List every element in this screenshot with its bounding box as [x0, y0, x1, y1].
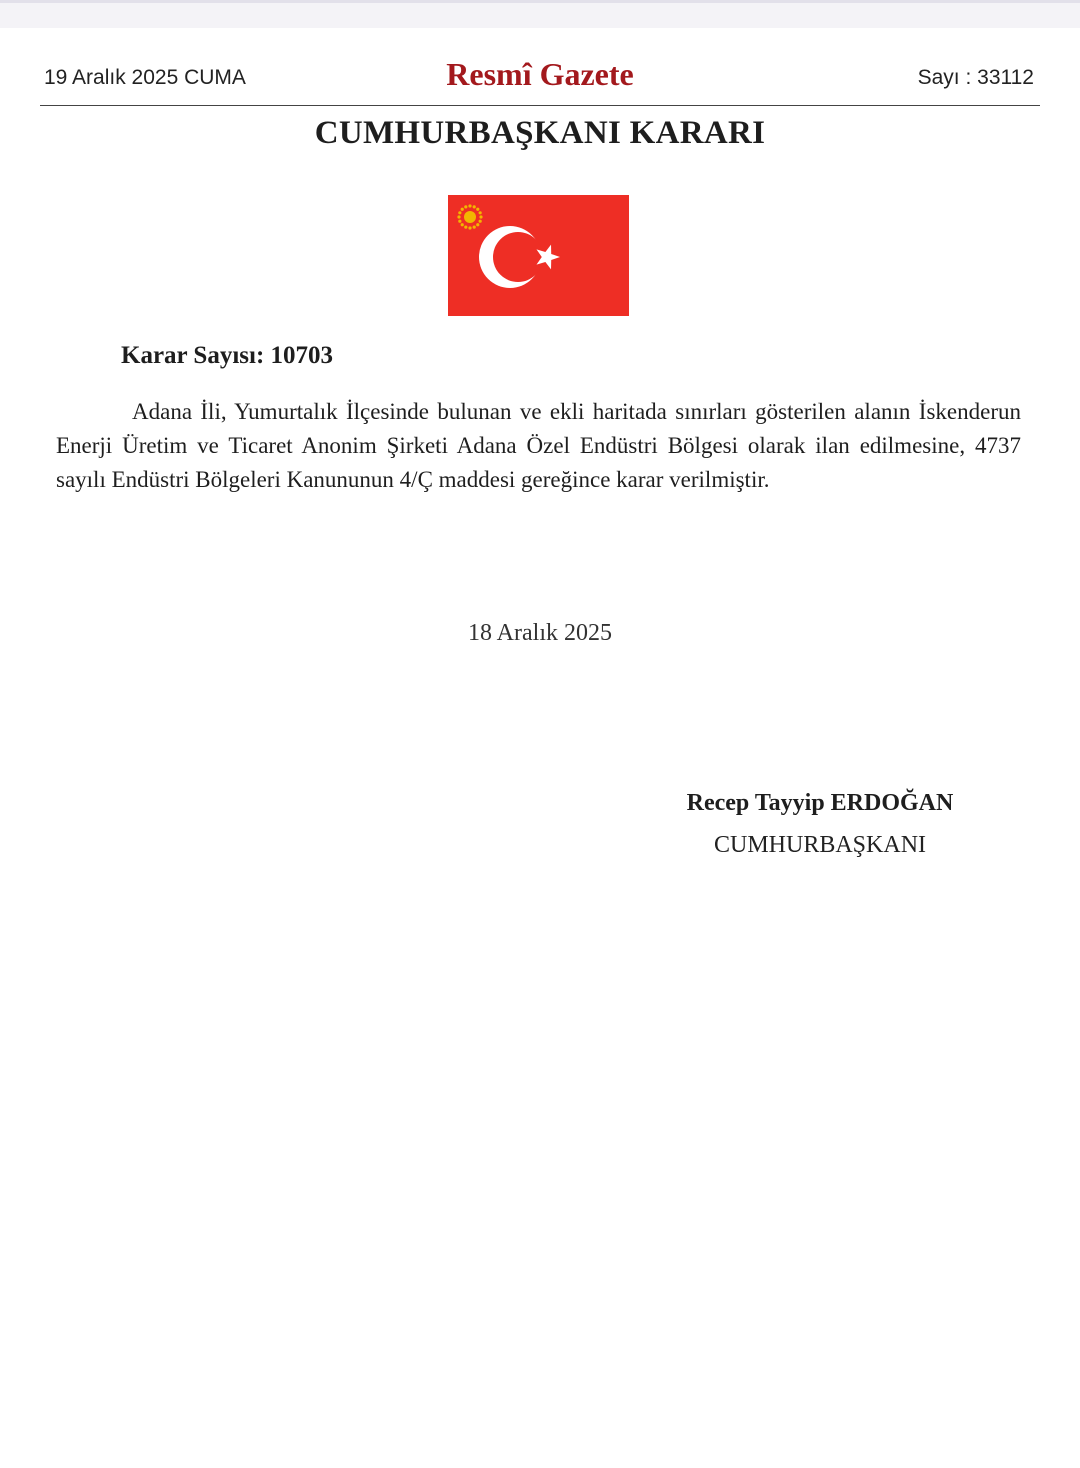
signer-title: CUMHURBAŞKANI — [713, 832, 927, 858]
turkish-presidential-flag-icon — [448, 195, 629, 316]
decision-number: Karar Sayısı: 10703 — [121, 342, 334, 369]
small-star-icon — [458, 211, 461, 214]
small-star-icon — [464, 226, 467, 229]
small-star-icon — [468, 226, 471, 229]
gazette-issue-number: Sayı : 33112 — [917, 66, 1034, 89]
signer-name: Recep Tayyip ERDOĞAN — [686, 790, 954, 816]
small-star-icon — [476, 223, 479, 226]
header-divider — [40, 105, 1040, 106]
small-star-icon — [468, 204, 471, 207]
small-star-icon — [458, 220, 461, 223]
browser-top-strip — [0, 0, 1080, 28]
small-star-icon — [473, 205, 476, 208]
small-star-icon — [476, 208, 479, 211]
small-star-icon — [464, 205, 467, 208]
document-type-heading: CUMHURBAŞKANI KARARI — [314, 115, 766, 151]
small-star-icon — [479, 211, 482, 214]
sun-icon — [464, 211, 476, 223]
small-star-icon — [457, 215, 460, 218]
small-star-icon — [461, 208, 464, 211]
small-star-icon — [479, 220, 482, 223]
gazette-date: 19 Aralık 2025 CUMA — [44, 66, 246, 89]
decision-date: 18 Aralık 2025 — [468, 620, 612, 646]
gazette-title: Resmî Gazete — [446, 56, 634, 92]
decision-body-text: Adana İli, Yumurtalık İlçesinde bulunan ve ekli haritada sınırları gösterilen alanın İskenderun Enerji Üretim ve Ticaret Anonim Şirketi Adana Özel Endüstri Bölgesi olarak ilan edilmesine, 4737 sayılı Endüstri Bölgeleri Kanununun 4/Ç maddesi gereğince karar verilmiştir. — [56, 399, 1021, 492]
small-star-icon — [479, 215, 482, 218]
small-star-icon — [461, 223, 464, 226]
small-star-icon — [473, 226, 476, 229]
